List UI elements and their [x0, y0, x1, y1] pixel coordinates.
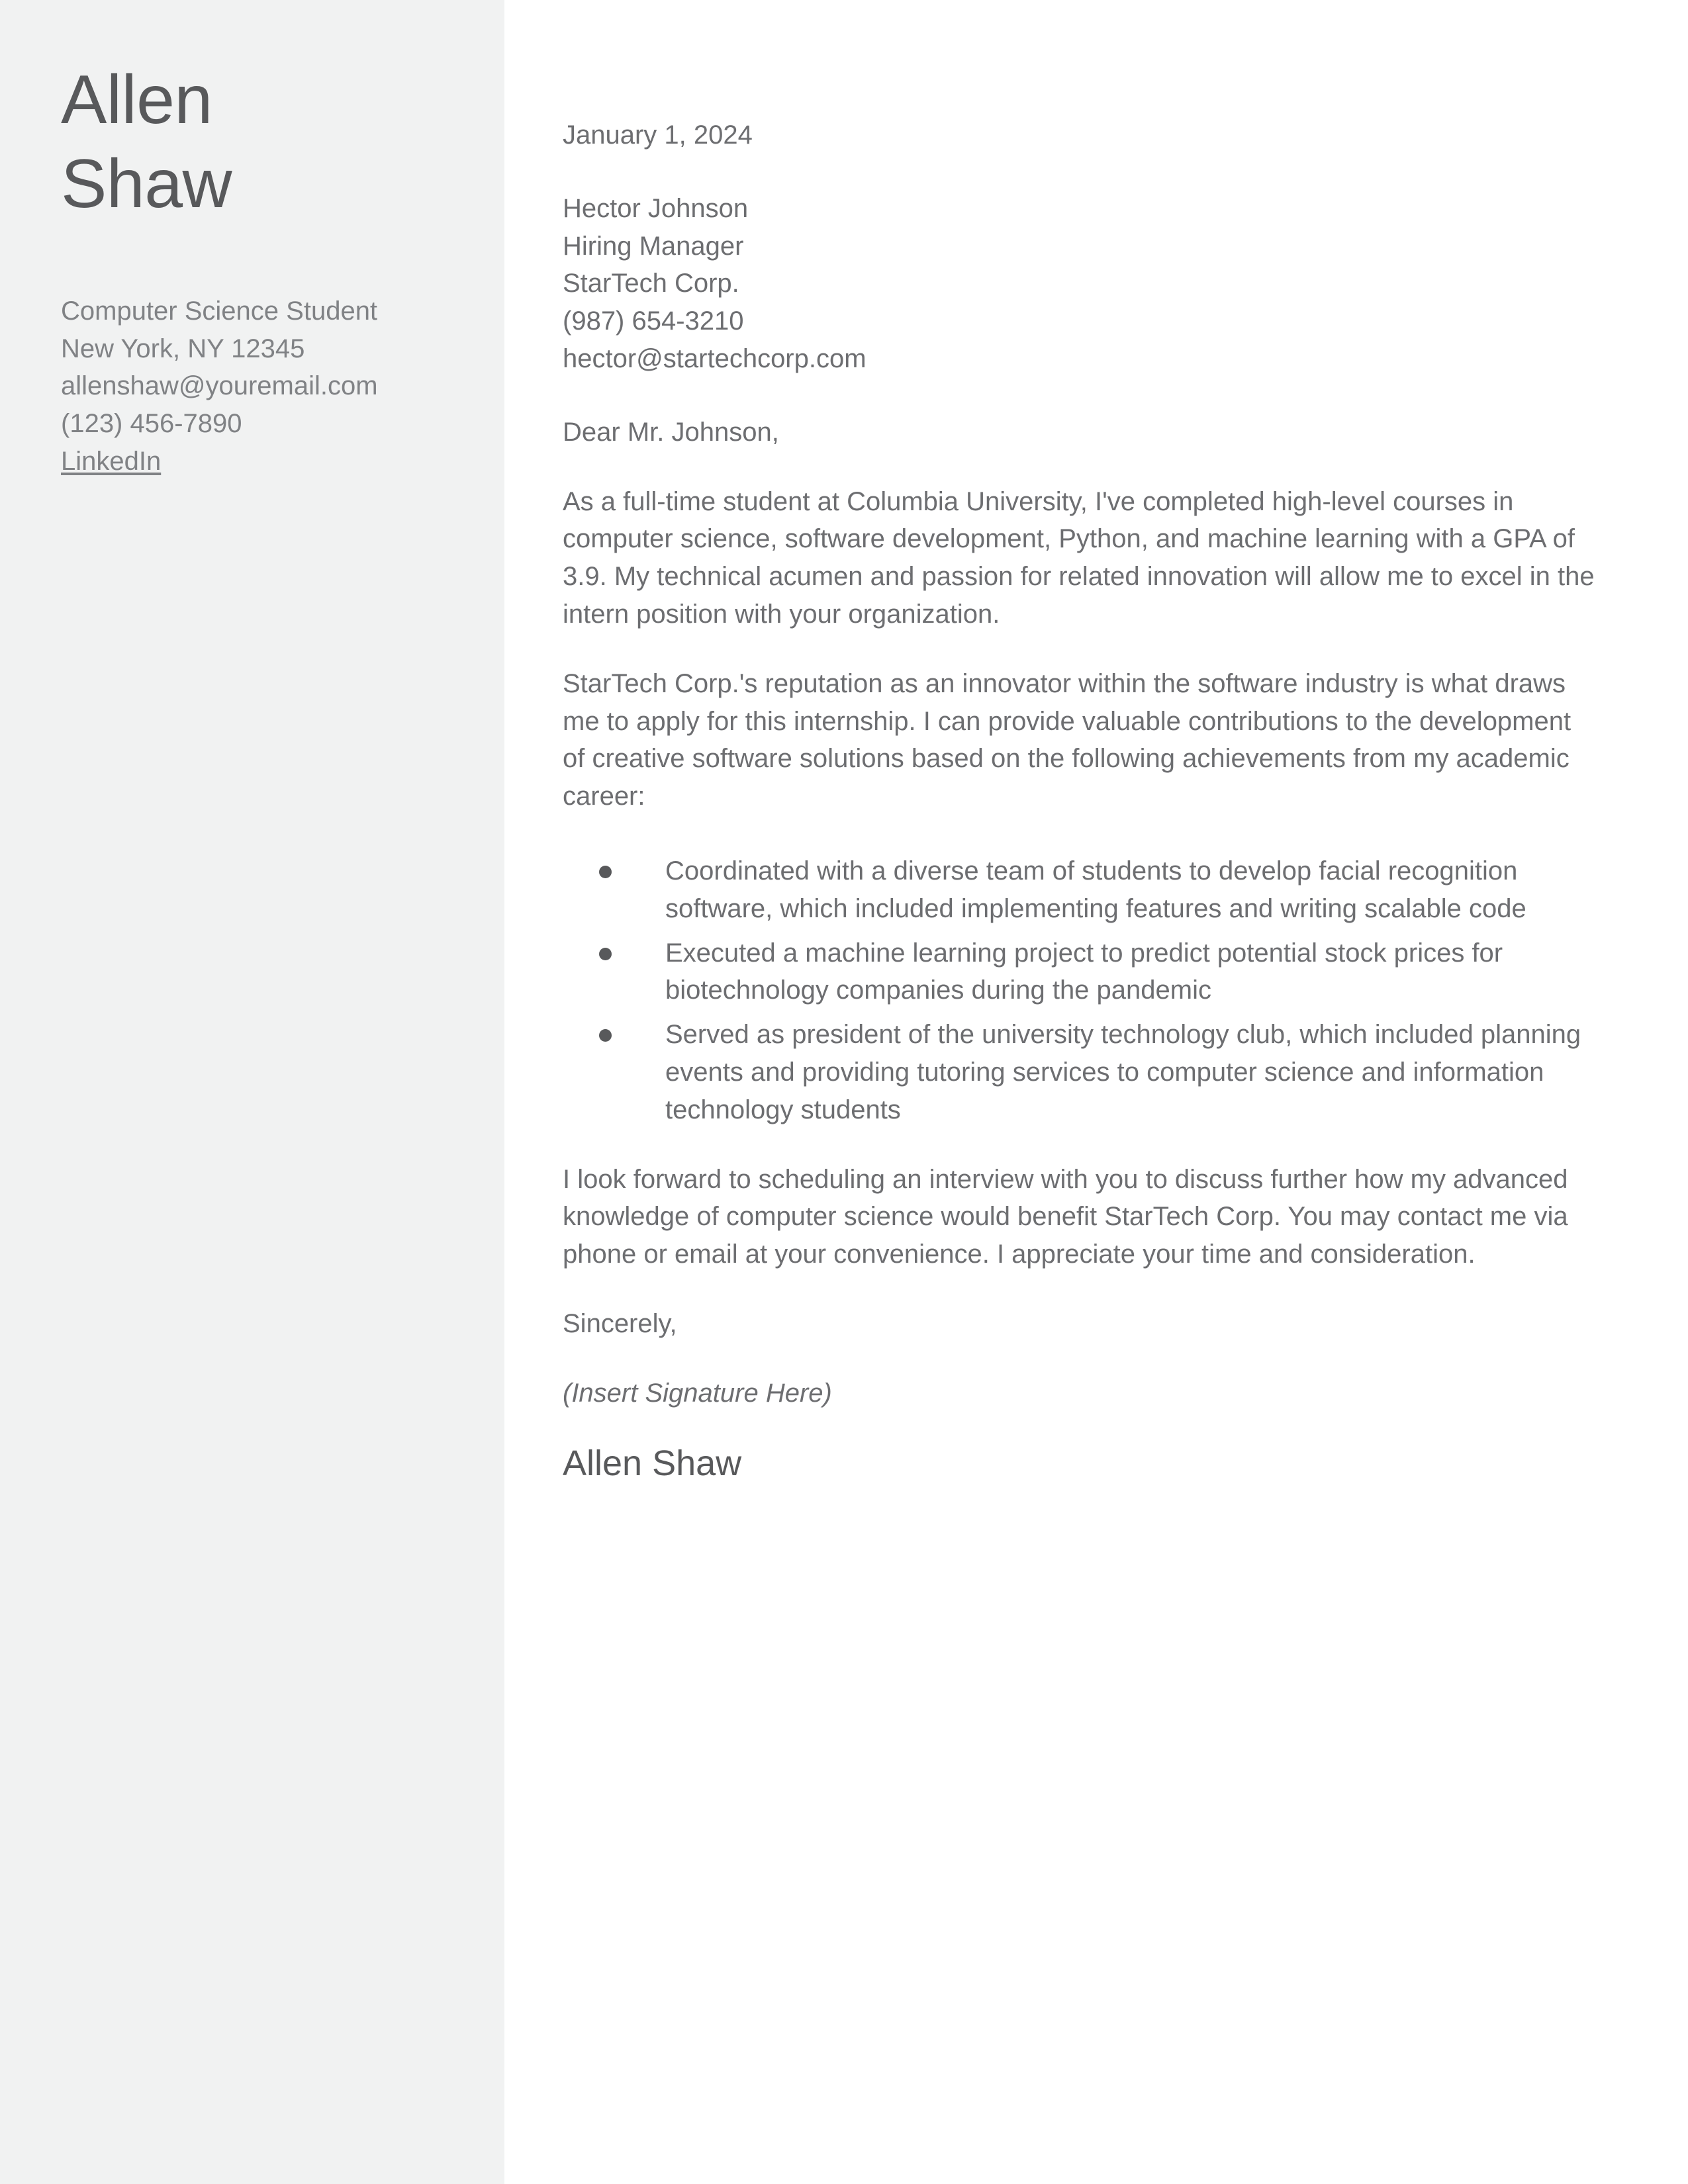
contact-phone: (123) 456-7890: [61, 409, 242, 439]
recipient-company: StarTech Corp.: [563, 269, 739, 298]
list-item: [563, 934, 1595, 1010]
achievement-text: Coordinated with a diverse team of students to develop facial recognition software, which included implementing features and writing scalable code: [665, 856, 1526, 923]
signature-placeholder: (Insert Signature Here): [563, 1378, 832, 1408]
applicant-first-name: Allen: [61, 62, 212, 138]
signature-name: Allen Shaw: [563, 1443, 742, 1483]
sidebar: [0, 0, 504, 2184]
bullet-dot-icon: [599, 1029, 612, 1042]
applicant-name: [61, 58, 451, 226]
contact-location: New York, NY 12345: [61, 334, 305, 363]
letter-date: January 1, 2024: [563, 120, 753, 150]
contact-email: allenshaw@youremail.com: [61, 371, 378, 401]
recipient-block: [563, 190, 1595, 378]
closing-salutation: Sincerely,: [563, 1308, 677, 1338]
salutation: Dear Mr. Johnson,: [563, 417, 779, 447]
linkedin-link[interactable]: LinkedIn: [61, 446, 162, 476]
achievement-text: Executed a machine learning project to predict potential stock prices for biotechnology companies during the pandemic: [665, 938, 1503, 1005]
contact-info-block: [61, 293, 451, 480]
achievements-list: [563, 847, 1595, 1129]
paragraph-closing: I look forward to scheduling an interview with you to discuss further how my advanced knowledge of computer science would benefit StarTech Corp. You may contact me via phone or email at your convenience. I appreciate your time and consideration.: [563, 1164, 1568, 1269]
paragraph-intro: As a full-time student at Columbia University, I've completed high-level courses in computer science, software development, Python, and machine learning with a GPA of 3.9. My technical acumen and passion for related innovation will allow me to excel in the intern position with your organization.: [563, 486, 1595, 629]
achievement-text: Served as president of the university technology club, which included planning events and providing tutoring services to computer science and information technology students: [665, 1020, 1581, 1124]
recipient-email: hector@startechcorp.com: [563, 343, 867, 373]
recipient-phone: (987) 654-3210: [563, 306, 744, 336]
contact-job-title: Computer Science Student: [61, 296, 378, 326]
paragraph-motivation: StarTech Corp.'s reputation as an innovator within the software industry is what draws me to apply for this internship. I can provide valuable contributions to the development of creative software solutions based on the following achievements from my academic career:: [563, 668, 1571, 811]
applicant-last-name: Shaw: [61, 145, 232, 222]
list-item: [563, 852, 1595, 928]
recipient-name: Hector Johnson: [563, 193, 749, 223]
letter-body: [504, 0, 1688, 2184]
list-item: [563, 1016, 1595, 1128]
recipient-job-title: Hiring Manager: [563, 231, 744, 261]
bullet-dot-icon: [599, 948, 612, 960]
bullet-dot-icon: [599, 866, 612, 878]
